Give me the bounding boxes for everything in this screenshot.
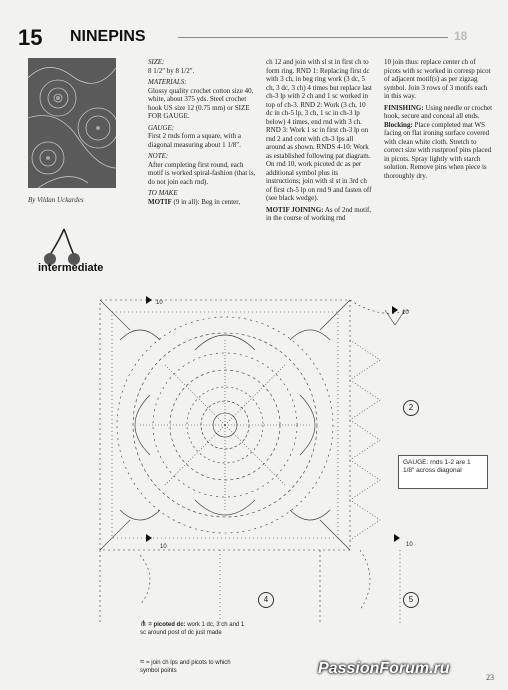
- picoted-dc-text: work 1 dc, 3 ch and 1 sc around post of dc just made: [140, 622, 245, 636]
- motif-label-2: 2: [403, 400, 419, 416]
- text-column-3: [384, 58, 494, 183]
- gauge-text: First 2 rnds form a square, with a diagonal measuring about 1 1/8".: [148, 132, 241, 149]
- skill-level: intermediate: [38, 262, 104, 274]
- materials-heading: MATERIALS:: [148, 78, 187, 86]
- bleed-through-number: 18: [454, 29, 468, 43]
- picoted-dc-symbol-icon: ⋔: [140, 619, 147, 628]
- to-make-heading: TO MAKE: [148, 189, 178, 197]
- join-continued-text: 10 join thus: replace center ch of picots with sc worked in corresp picot of adjacent motif(s) as per zigzag symbol. Join 3 rows of 3 motifs each in this way.: [384, 58, 491, 100]
- product-photo: [28, 58, 116, 188]
- gauge-note: GAUGE: rnds 1-2 are 1 1/8" across diagonal: [398, 455, 488, 489]
- text-column-2: [266, 58, 372, 226]
- motif-text-body: (9 in all): Beg in center,: [171, 197, 241, 206]
- end-label-2: 10: [402, 310, 409, 316]
- size-heading: SIZE:: [148, 58, 165, 66]
- end-label-4: 10: [406, 542, 413, 548]
- rounds-text: ch 12 and join with sl st in first ch to form ring. RND 1: Replacing first dc with 3 ch, in beg ring work (3 dc, 5 ch, 3 dc, 3 ch) 4 times but replace last ch-3 lp with 2 ch and 1 sc worked in top of ch-3. RND 2: Work (3 ch, 10 dc in ch-5 lp, 3 ch, 1 sc in ch-3 lp below) 4 times, end rnd with 3 ch. RND 3: Work 1 sc in first ch-3 lp on rnd 2 and cont with ch-3 lps all around as shown. RNDS 4-10: Work as established following pat diagram. On rnd 10, work picoted dc as per additional symbol plus its instructions; join with sl st in 3rd ch of first ch-5 lp on rnd 9 and fasten off (see black wedge).: [266, 58, 372, 202]
- blocking-label: Blocking:: [384, 120, 413, 129]
- joining-text-body: As of 2nd motif, in the course of working rnd: [266, 205, 372, 222]
- zigzag-join-icon: ≈: [140, 657, 145, 666]
- page-number: 23: [486, 673, 494, 682]
- motif-label-5: 5: [403, 592, 419, 608]
- finishing-label: FINISHING:: [384, 103, 424, 112]
- joining-text: [266, 206, 372, 223]
- cherries-icon: [34, 225, 134, 265]
- note-heading: NOTE:: [148, 152, 169, 160]
- pattern-number: 15: [18, 25, 43, 50]
- blocking-text-body: Place completed mat WS facing on flat ironing surface covered with clean white cloth. Stretch to correct size with rustproof pins placed in picots. Spray lightly with starch solution. Remove pins when piece is thoroughly dry.: [384, 120, 492, 180]
- legend-picoted-dc: [140, 620, 250, 637]
- watermark-logo: PassionForum.ru: [318, 660, 450, 677]
- lace-photo-image: [28, 58, 116, 188]
- photo-credit: By Vildan Uckardes: [28, 196, 84, 204]
- join-legend-text: = join ch lps and picots to which symbol points: [140, 660, 231, 674]
- joining-label: MOTIF JOINING:: [266, 205, 324, 214]
- text-column-1: [148, 58, 258, 209]
- gauge-heading: GAUGE:: [148, 123, 175, 132]
- end-label-3: 10: [160, 544, 167, 550]
- materials-text: Glossy quality crochet cotton size 40, white, about 375 yds. Steel crochet hook US size 12 (0.75 mm) or SIZE FOR GAUGE.: [148, 86, 254, 120]
- motif-text: [148, 198, 258, 207]
- motif-label-4: 4: [258, 592, 274, 608]
- legend-join: [140, 658, 250, 675]
- end-label-1: 10: [156, 300, 163, 306]
- note-text: After completing first round, each motif is worked spiral-fashion (that is, do not join each rnd).: [148, 160, 256, 186]
- pattern-title: NINEPINS: [70, 28, 146, 45]
- header-rule: [178, 37, 448, 38]
- motif-label: MOTIF: [148, 197, 172, 206]
- size-text: 8 1/2" by 8 1/2".: [148, 66, 195, 75]
- finishing-text-body: Using needle or crochet hook, secure and conceal all ends.: [384, 103, 493, 120]
- finishing-text: [384, 104, 494, 181]
- picoted-dc-label: = picoted dc:: [148, 622, 186, 628]
- pattern-header: [18, 25, 488, 50]
